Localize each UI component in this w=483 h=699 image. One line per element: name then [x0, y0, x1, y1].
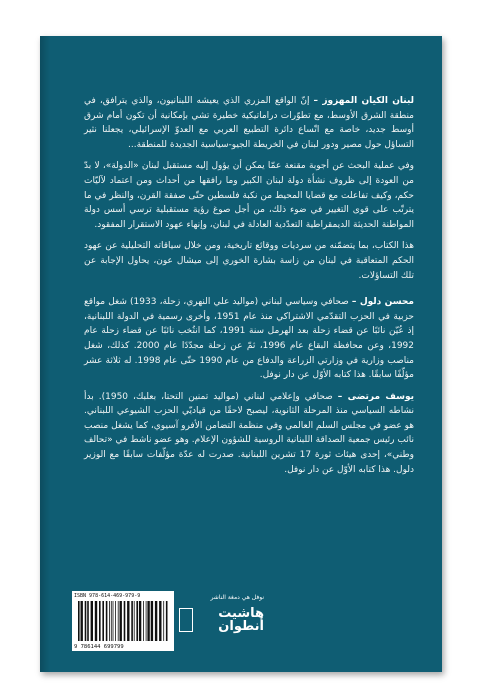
blurb-paragraph-2: وفي عملية البحث عن أجوبة مقنعة عمّا يمكن أن يؤول إليه مستقبل لبنان «الدولة»، لا بدّ من العودة إلى ظروف نشأة دولة لبنان الكبير وما رافقها من أحداث ومن اعتماد لآليّات حكم، وكيف تفاعلت مع قضايا المحيط من نكبة فلسطين حتّى صفقة القرن، والنظر في ما يترتّب على قوى التغيير في ضوء ذلك، من أجل صوغ رؤية مستقبلية ترسي أسس دولة المواطنة الحديثة الديمقراطية التعدّدية العادلة في لبنان، وإنهاء عهود الاستقرار المفقود.	[84, 161, 414, 230]
blurb-paragraph-1-text: إنّ الواقع المزري الذي يعيشه اللبنانيون، والذي يترافق، في منطقة الشرق الأوسط، مع تطوّرات دراماتيكية خطيرة تشي بإمكانية أن تكون أمام شرق أوسط جديد، خاصة مع اتّساع دائرة التطبيع العربي مع العدوّ الإسرائيلي، يجعلنا نثير التساؤل حول مصير ودور لبنان في الخريطة الجيو-سياسية الجديدة للمنطقة...	[84, 96, 414, 150]
publisher-logo	[218, 607, 264, 633]
blurb-title: لبنان الكيان المهزوز –	[313, 96, 415, 106]
author-2-bio-text: صحافي وإعلامي لبناني (مواليد تمنين التحتا، بعلبك، 1950). بدأ نشاطه السياسي منذ المرحلة الثانوية، ليصبح لاحقًا من قياديّي الحزب الشيوعي اللبناني. هو عضو في مجلس السلم العالمي وفي منظمة التضامن الأفرو آسيوي، كما يشغل منصب نائب رئيس جمعية الصداقة اللبنانية الروسية للشؤون الإعلام. وهو عضو ناشط في «تحالف وطني»، إحدى هيئات ثورة 17 تشرين اللبنانية. صدرت له عدّة مؤلّفات سابقًا مع الوزير دلول. هذا كتابه الأوّل عن دار نوفل.	[84, 391, 414, 475]
book-back-cover	[40, 36, 442, 672]
author-bios	[84, 295, 414, 477]
author-1-name: محسن دلول –	[351, 297, 414, 308]
isbn-label: ISBN 978-614-469-979-9	[74, 593, 141, 599]
author-1-bio-text: صحافي وسياسي لبناني (مواليد علي النهري، زحلة، 1933) شغل مواقع حزبية في الحزب التقدّمي الاشتراكي منذ عام 1951، وأخرى رسمية في الدولة اللبنانية، إذ عُيّن نائبًا عن قضاء زحلة بعد الهرمل سنة 1991، كما انتُخب نائبًا عن قضاء زحلة عام 1992، وعن محافظة البقاع عام 1996، ثمّ عن زحلة مجدّدًا عام 2000. كذلك، شغل مناصب وزارية في وزارتي الزراعة والدفاع من عام 1990 حتّى عام 1998. له ثلاثة عشر مؤلّفًا سابقًا. هذا كتابه الأوّل عن دار نوفل.	[84, 297, 414, 381]
barcode-number: 9 786144 699799	[74, 644, 124, 650]
barcode	[72, 591, 174, 651]
author-2-name: يوسف مرتضى –	[337, 391, 414, 402]
publisher-logo-mark	[179, 608, 193, 632]
imprint-note: نوفل هي دمغة الناشر	[210, 594, 264, 601]
publisher-name-line-1: هاشيت	[218, 606, 264, 621]
author-1-bio	[84, 295, 414, 383]
back-cover-text	[84, 94, 414, 484]
publisher	[179, 591, 264, 651]
blurb-paragraph-3: هذا الكتاب، بما يتضمّنه من سرديات ووقائع تاريخية، ومن خلال سياقاته التحليلية عن عهود الحكم المتعاقبة في لبنان من زاسة بشارة الخوري إلى ميشال عون، يحاول الإجابة عن تلك التساؤلات.	[84, 241, 414, 281]
barcode-bars	[72, 591, 174, 651]
spine-shadow	[40, 36, 50, 672]
author-2-bio	[84, 390, 414, 478]
publisher-name-line-2: أنطوان	[218, 619, 264, 634]
blurb-paragraph-1	[84, 94, 414, 152]
cover-footer	[72, 591, 264, 653]
